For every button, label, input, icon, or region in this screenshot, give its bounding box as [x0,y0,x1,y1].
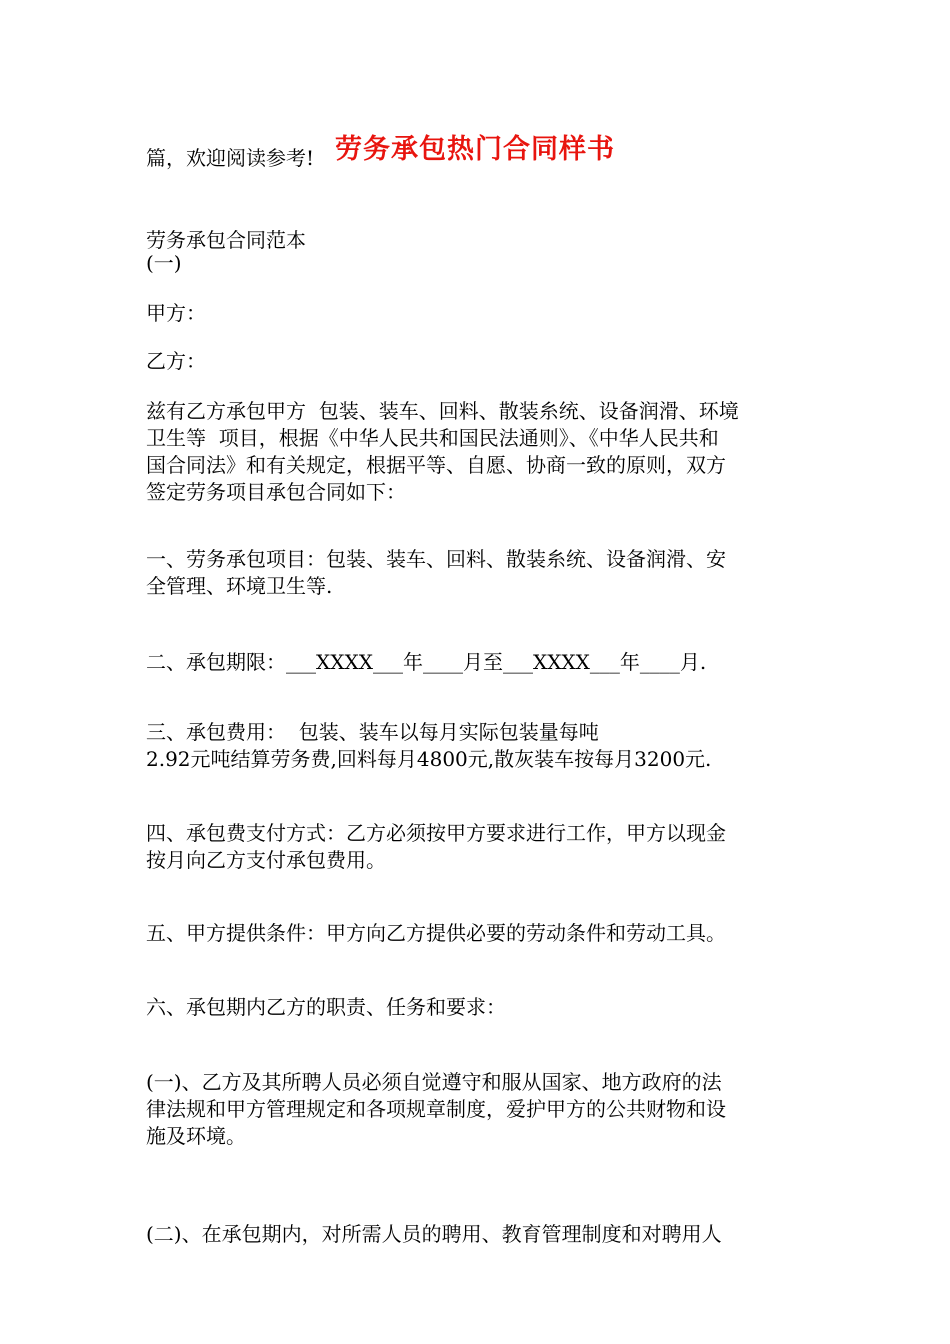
preamble-line: 签定劳务项目承包合同如下： [146,480,406,504]
clause-3-paragraph [146,719,808,773]
party-b-label: 乙方： [146,349,206,373]
item-1-line: 施及环境。 [146,1124,246,1148]
clause-4-paragraph [146,820,808,874]
preamble-paragraph [146,398,808,506]
item-1-line: 律法规和甲方管理规定和各项规章制度，爱护甲方的公共财物和设 [146,1097,726,1121]
clause-3-line: 三、承包费用： 包装、装车以每月实际包装量每吨 [146,720,599,744]
item-1-line: (一)、乙方及其所聘人员必须自觉遵守和服从国家、地方政府的法 [146,1070,722,1094]
party-a-label: 甲方： [146,301,206,325]
clause-4-line: 按月向乙方支付承包费用。 [146,848,386,872]
clause-1-line: 全管理、环境卫生等. [146,574,333,598]
item-1-paragraph [146,1069,808,1150]
clause-2-text: 二、承包期限：___XXXX___年____月至___XXXX___年____月. [146,650,707,674]
contract-name: 劳务承包合同范本 [146,228,306,252]
part-number: (一) [146,251,182,275]
intro-text: 篇，欢迎阅读参考! [146,146,315,170]
document-title: 劳务承包热门合同样书 [335,134,615,165]
clause-5-text: 五、甲方提供条件：甲方向乙方提供必要的劳动条件和劳动工具。 [146,921,726,945]
clause-4-line: 四、承包费支付方式：乙方必须按甲方要求进行工作，甲方以现金 [146,821,726,845]
clause-3-line: 2.92元吨结算劳务费,回料每月4800元,散灰装车按每月3200元. [146,747,712,771]
clause-1-line: 一、劳务承包项目：包装、装车、回料、散装糸统、设备润滑、安 [146,547,726,571]
item-2-text: (二)、在承包期内，对所需人员的聘用、教育管理制度和对聘用人 [146,1222,722,1246]
clause-6-text: 六、承包期内乙方的职责、任务和要求： [146,995,506,1019]
preamble-line: 兹有乙方承包甲方 包装、装车、回料、散装糸统、设备润滑、环境 [146,399,739,423]
preamble-line: 卫生等 项目，根据《中华人民共和国民法通则》、《中华人民共和 [146,426,719,450]
preamble-line: 国合同法》和有关规定，根据平等、自愿、协商一致的原则，双方 [146,453,726,477]
clause-1-paragraph [146,546,808,600]
